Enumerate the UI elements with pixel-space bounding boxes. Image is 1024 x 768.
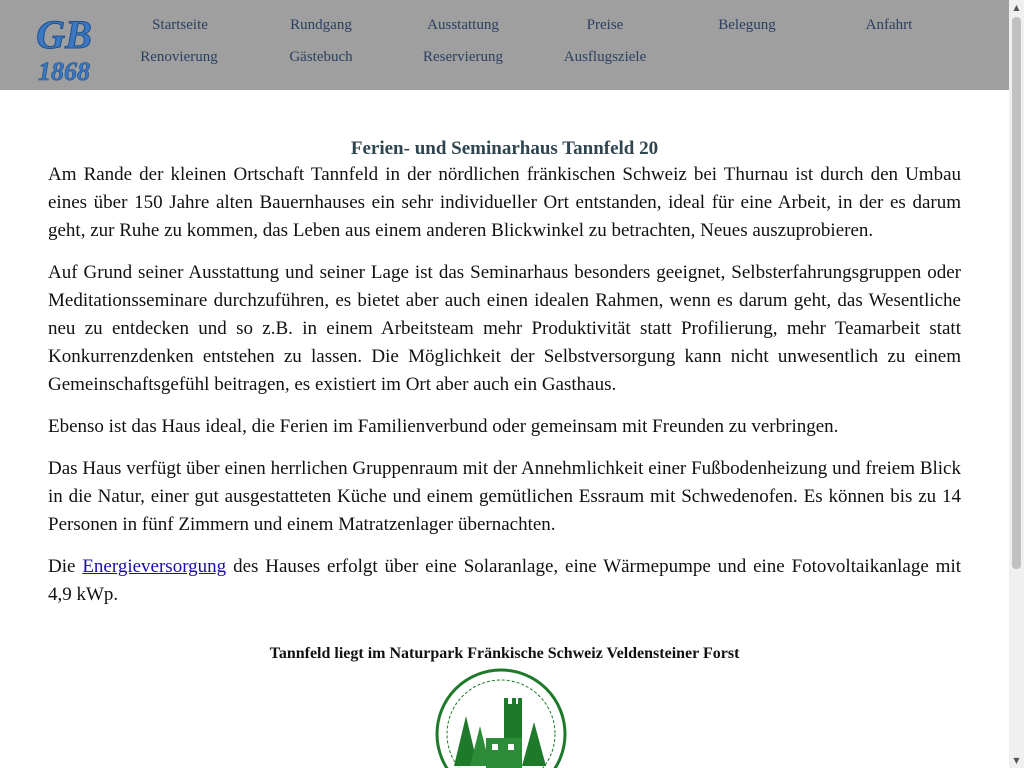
nav-belegung[interactable]: Belegung xyxy=(718,17,776,33)
logo-year: 1868 xyxy=(38,57,90,84)
scroll-down-arrow-icon[interactable]: ▼ xyxy=(1013,756,1020,765)
nav-ausstattung[interactable]: Ausstattung xyxy=(427,17,499,33)
nav-ausflugsziele[interactable]: Ausflugsziele xyxy=(563,49,647,65)
nav-preise[interactable]: Preise xyxy=(586,17,624,33)
scroll-up-arrow-icon[interactable]: ▲ xyxy=(1013,3,1020,12)
nav-anfahrt[interactable]: Anfahrt xyxy=(865,17,913,33)
nav-rundgang[interactable]: Rundgang xyxy=(290,17,352,33)
page-title: Ferien- und Seminarhaus Tannfeld 20 xyxy=(350,138,659,159)
energy-text-before: Die xyxy=(48,556,83,577)
nav-reservierung[interactable]: Reservierung xyxy=(423,49,503,65)
energy-text-after: des Hauses erfolgt über eine Solaranlage, eine Wärmepumpe und eine Fotovoltaikanlage mit 4,9 kWp. xyxy=(48,556,961,605)
main-content xyxy=(48,137,961,623)
energieversorgung-link[interactable]: Energieversorgung xyxy=(82,556,227,577)
nav-startseite[interactable]: Startseite xyxy=(152,17,208,33)
header xyxy=(0,0,1009,90)
paragraph-intro: Am Rande der kleinen Ortschaft Tannfeld in der nördlichen fränkischen Schweiz bei Thurnau ist durch den Umbau eines über 150 Jahre alten Bauernhauses ein sehr individueller Ort entstanden, ideal für eine Arbeit, in der es darum geht, zur Ruhe zu kommen, das Leben aus einem anderen Blickwinkel zu betrachten, Neues auszuprobieren. xyxy=(48,164,961,241)
scrollbar-thumb[interactable] xyxy=(1012,17,1021,569)
paragraph-energy xyxy=(48,553,961,609)
vertical-scrollbar[interactable] xyxy=(1009,0,1024,768)
naturpark-heading: Tannfeld liegt im Naturpark Fränkische Schweiz Veldensteiner Forst xyxy=(269,645,740,662)
paragraph-family: Ebenso ist das Haus ideal, die Ferien im Familienverbund oder gemeinsam mit Freunden zu verbringen. xyxy=(48,416,839,437)
nav-renovierung[interactable]: Renovierung xyxy=(140,49,218,65)
naturpark-seal-icon xyxy=(434,668,568,768)
paragraph-house: Das Haus verfügt über einen herrlichen Gruppenraum mit der Annehmlichkeit einer Fußbodenheizung und freiem Blick in die Natur, einer gut ausgestatteten Küche und einem gemütlichen Essraum mit Schwedenofen. Es können bis zu 14 Personen in fünf Zimmern und einem Matratzenlager übernachten. xyxy=(48,458,961,535)
paragraph-seminar: Auf Grund seiner Ausstattung und seiner Lage ist das Seminarhaus besonders geeignet, Selbsterfahrungsgruppen oder Meditationsseminare durchzuführen, es bietet aber auch einen idealen Rahmen, wenn es darum geht, das Wesentliche neu zu entdecken und so z.B. in einem Arbeitsteam mehr Produktivität statt Profilierung, mehr Teamarbeit statt Konkurrenzdenken entstehen zu lassen. Die Möglichkeit der Selbstversorgung kann nicht unwesentlich zu einem Gemeinschaftsgefühl beitragen, es existiert im Ort aber auch ein Gasthaus. xyxy=(48,262,961,395)
nav-gaestebuch[interactable]: Gästebuch xyxy=(289,49,353,65)
logo[interactable] xyxy=(26,8,102,84)
logo-initials: GB xyxy=(36,12,92,57)
